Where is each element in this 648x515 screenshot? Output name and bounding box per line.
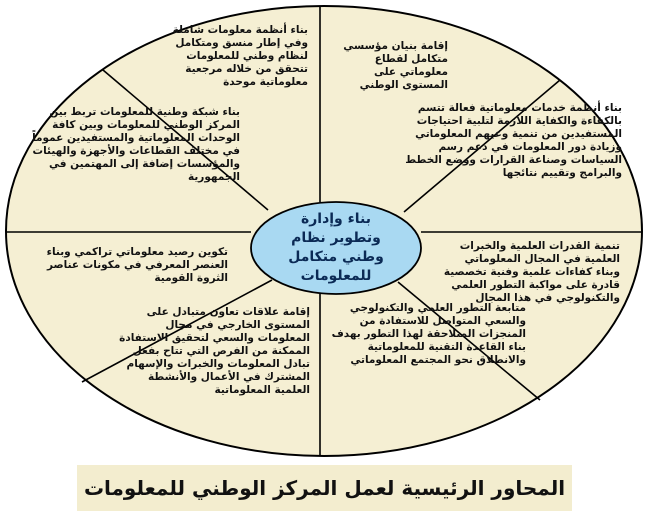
segment-left-upper: بناء شبكة وطنية للمعلومات تربط بين المركز الوطني للمعلومات وبين كافة الوحدات المعلوماتية والمستفيدين عموماً في مختلف القطاعات والأجهزة والهيئات والمؤسسات إضافة إلى المهتمين في الجمهورية [32,106,240,183]
segment-right-upper: بناء أنظمة خدمات معلوماتية فعالة تتسم بالكفاءة والكفاية اللازمة لتلبية احتياجات المستفيدين من تنمية وعيهم المعلوماتي وزيادة دور المعلومات في دعم رسم السياسات وصناعة القرارات ووضع الخطط والبرامج وتقييم نتائجها [405,102,622,179]
segment-right-lower: تنمية القدرات العلمية والخبرات العلمية في المجال المعلوماتي وبناء كفاءات علمية وفنية تخصصية قادرة على مواكبة التطور العلمي والتكنولوجي في هذا المجال [443,240,620,304]
segment-bottom-left: إقامة علاقات تعاون متبادل على المستوى الخارجي في مجال المعلومات والسعي لتحقيق الاستفادة الممكنة من الفرص التي تتاح بفعل تبادل المعلومات والخبرات والإسهام المشترك في الأعمال والأنشطة العلمية المعلوماتية [119,306,310,396]
diagram-caption: المحاور الرئيسية لعمل المركز الوطني للمعلومات [77,465,572,511]
segment-top-left: بناء أنظمة معلومات شاملة وفي إطار منسق ومتكامل لنظام وطني للمعلومات تتحقق من خلاله مرجعية معلوماتية موحدة [172,24,308,88]
segment-bottom-right: متابعة التطور العلمي والتكنولوجي والسعي المتواصل للاستفادة من المنجزات المتلاحقة لهذا التطور بهدف بناء القاعدة التقنية للمعلوماتية والانطلاق نحو المجتمع المعلوماتي [331,302,526,366]
center-label: بناء وإدارة وتطوير نظام وطني متكامل للمعلومات [288,211,384,284]
segment-top-right: إقامة بنيان مؤسسي متكامل لقطاع معلوماتي على المستوى الوطني [343,40,448,91]
segment-left-lower: تكوين رصيد معلوماتي تراكمي وبناء العنصر المعرفي في مكونات عناصر الثروة القومية [46,246,228,284]
